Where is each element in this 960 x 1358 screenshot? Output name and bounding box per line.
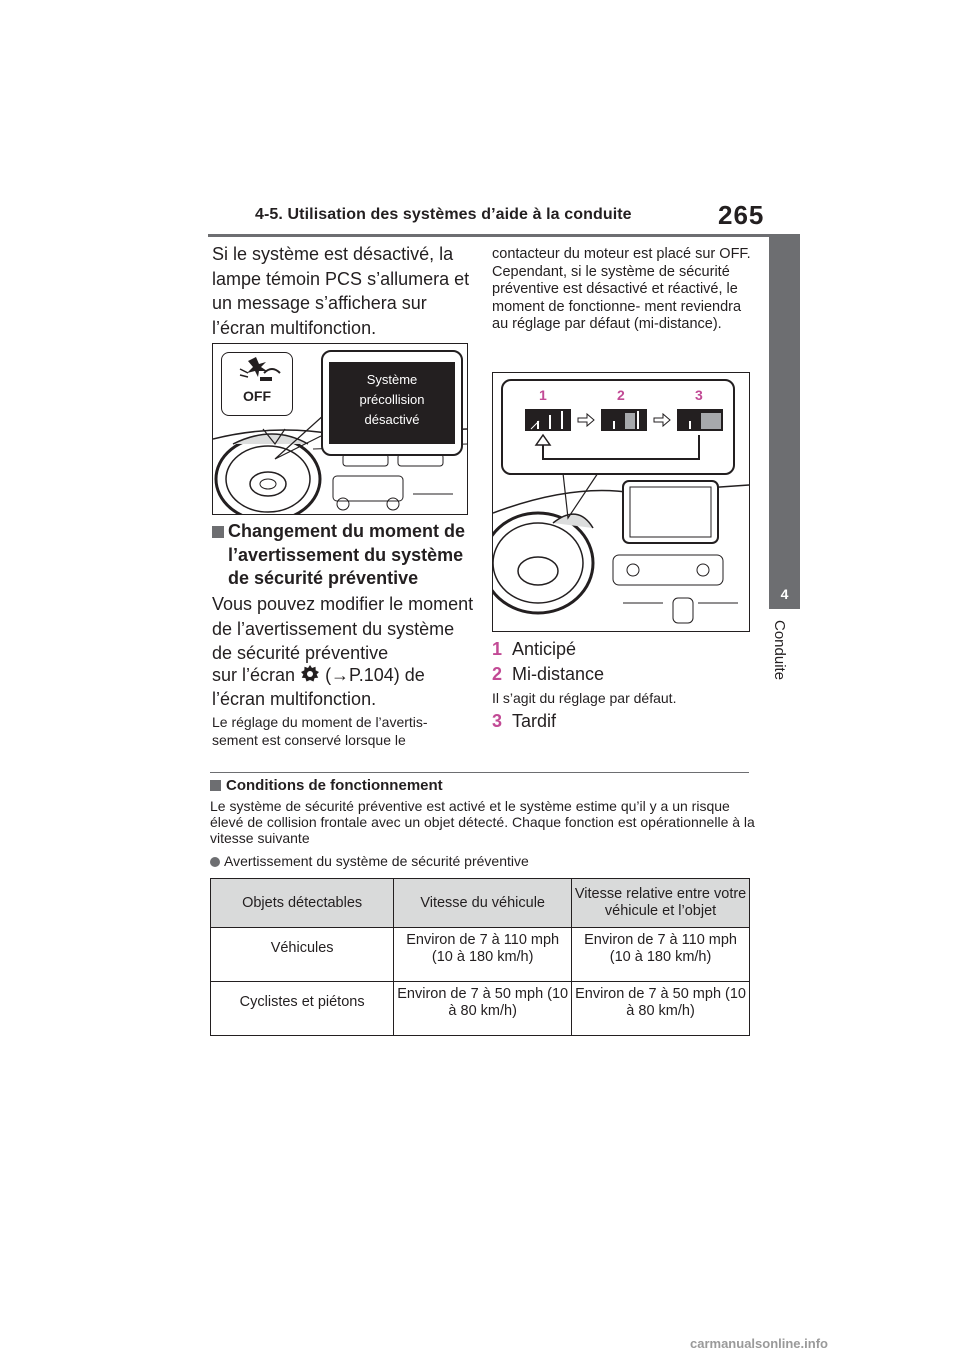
conditions-title: Conditions de fonctionnement	[226, 777, 443, 794]
pcs-warning-icon	[222, 353, 292, 389]
table-cell: Véhicules	[211, 928, 394, 982]
timing-option-3: 3 Tardif	[492, 711, 557, 731]
table-header: Objets détectables	[211, 879, 394, 928]
table-row	[211, 982, 750, 1036]
indicator-off-label: OFF	[243, 388, 271, 404]
timing-option-1: 1 Anticipé	[492, 639, 577, 659]
timing-callout	[501, 379, 735, 475]
conditions-body: Le système de sécurité préventive est activé et le système estime qu’il y a un risque élevé de collision frontale avec un objet détecté. Chaque fonction est opérationnelle à la vitesse suivante	[210, 798, 755, 846]
timing-body-screen-line: sur l’écran (→P.104) de	[212, 665, 425, 685]
page-number: 265	[718, 200, 765, 230]
speed-conditions-table	[210, 878, 750, 1036]
table-cell: Cyclistes et piétons	[211, 982, 394, 1036]
table-cell: Environ de 7 à 50 mph (10 à 80 km/h)	[394, 982, 572, 1036]
pcs-off-illustration	[212, 343, 468, 515]
chapter-number: 4	[780, 586, 789, 602]
pcs-indicator-callout	[221, 352, 293, 416]
multi-info-display	[329, 362, 455, 444]
timing-bars-diagram	[503, 381, 733, 473]
source-watermark: carmanualsonline.info	[690, 1336, 828, 1351]
timing-label-1: 1	[539, 387, 547, 403]
table-cell: Environ de 7 à 110 mph (10 à 180 km/h)	[572, 928, 750, 982]
continuation-text: contacteur du moteur est placé sur OFF. Cependant, si le système de sécurité préventive est désactivé et réactivé, le moment de fonctionne- ment reviendra au réglage par défaut (mi-distance).	[492, 246, 751, 332]
table-cell: Environ de 7 à 110 mph (10 à 180 km/h)	[394, 928, 572, 982]
timing-label-3: 3	[695, 387, 703, 403]
section-divider	[210, 772, 749, 773]
setting-retained-note: Le réglage du moment de l’avertis- sement est conservé lorsque le	[212, 714, 428, 748]
conditions-bullet: Avertissement du système de sécurité préventive	[210, 853, 529, 869]
chapter-label: Conduite	[771, 620, 788, 681]
bullet-dot	[210, 857, 220, 867]
chapter-tab	[769, 237, 800, 609]
section-title: 4-5. Utilisation des systèmes d’aide à la conduite	[255, 206, 632, 223]
table-header: Vitesse du véhicule	[394, 879, 572, 928]
conditions-marker	[210, 780, 221, 791]
table-header: Vitesse relative entre votre véhicule et l’objet	[572, 879, 750, 928]
table-header-row	[211, 879, 750, 928]
gear-icon	[300, 664, 320, 684]
display-message-line-2: précollision	[359, 392, 425, 407]
header-rule	[208, 234, 800, 237]
intro-text: Si le système est désactivé, la lampe témoin PCS s’allumera et un message s’affichera sur l’écran multifonction.	[212, 244, 470, 338]
timing-body: Vous pouvez modifier le moment de l’avertissement du système de sécurité préventive	[212, 594, 474, 663]
display-message-line-3: désactivé	[364, 412, 420, 427]
timing-option-2: 2 Mi-distance	[492, 664, 605, 684]
default-setting-note: Il s’agit du réglage par défaut.	[492, 690, 677, 706]
display-message-line-1: Système	[366, 372, 418, 387]
display-callout	[321, 350, 463, 456]
heading-marker	[212, 526, 224, 538]
timing-heading: Changement du moment de l’avertissement du système de sécurité préventive	[228, 521, 466, 588]
timing-body-end: l’écran multifonction.	[212, 689, 377, 709]
timing-label-2: 2	[617, 387, 625, 403]
timing-setting-illustration	[492, 372, 750, 632]
table-cell: Environ de 7 à 50 mph (10 à 80 km/h)	[572, 982, 750, 1036]
table-row	[211, 928, 750, 982]
